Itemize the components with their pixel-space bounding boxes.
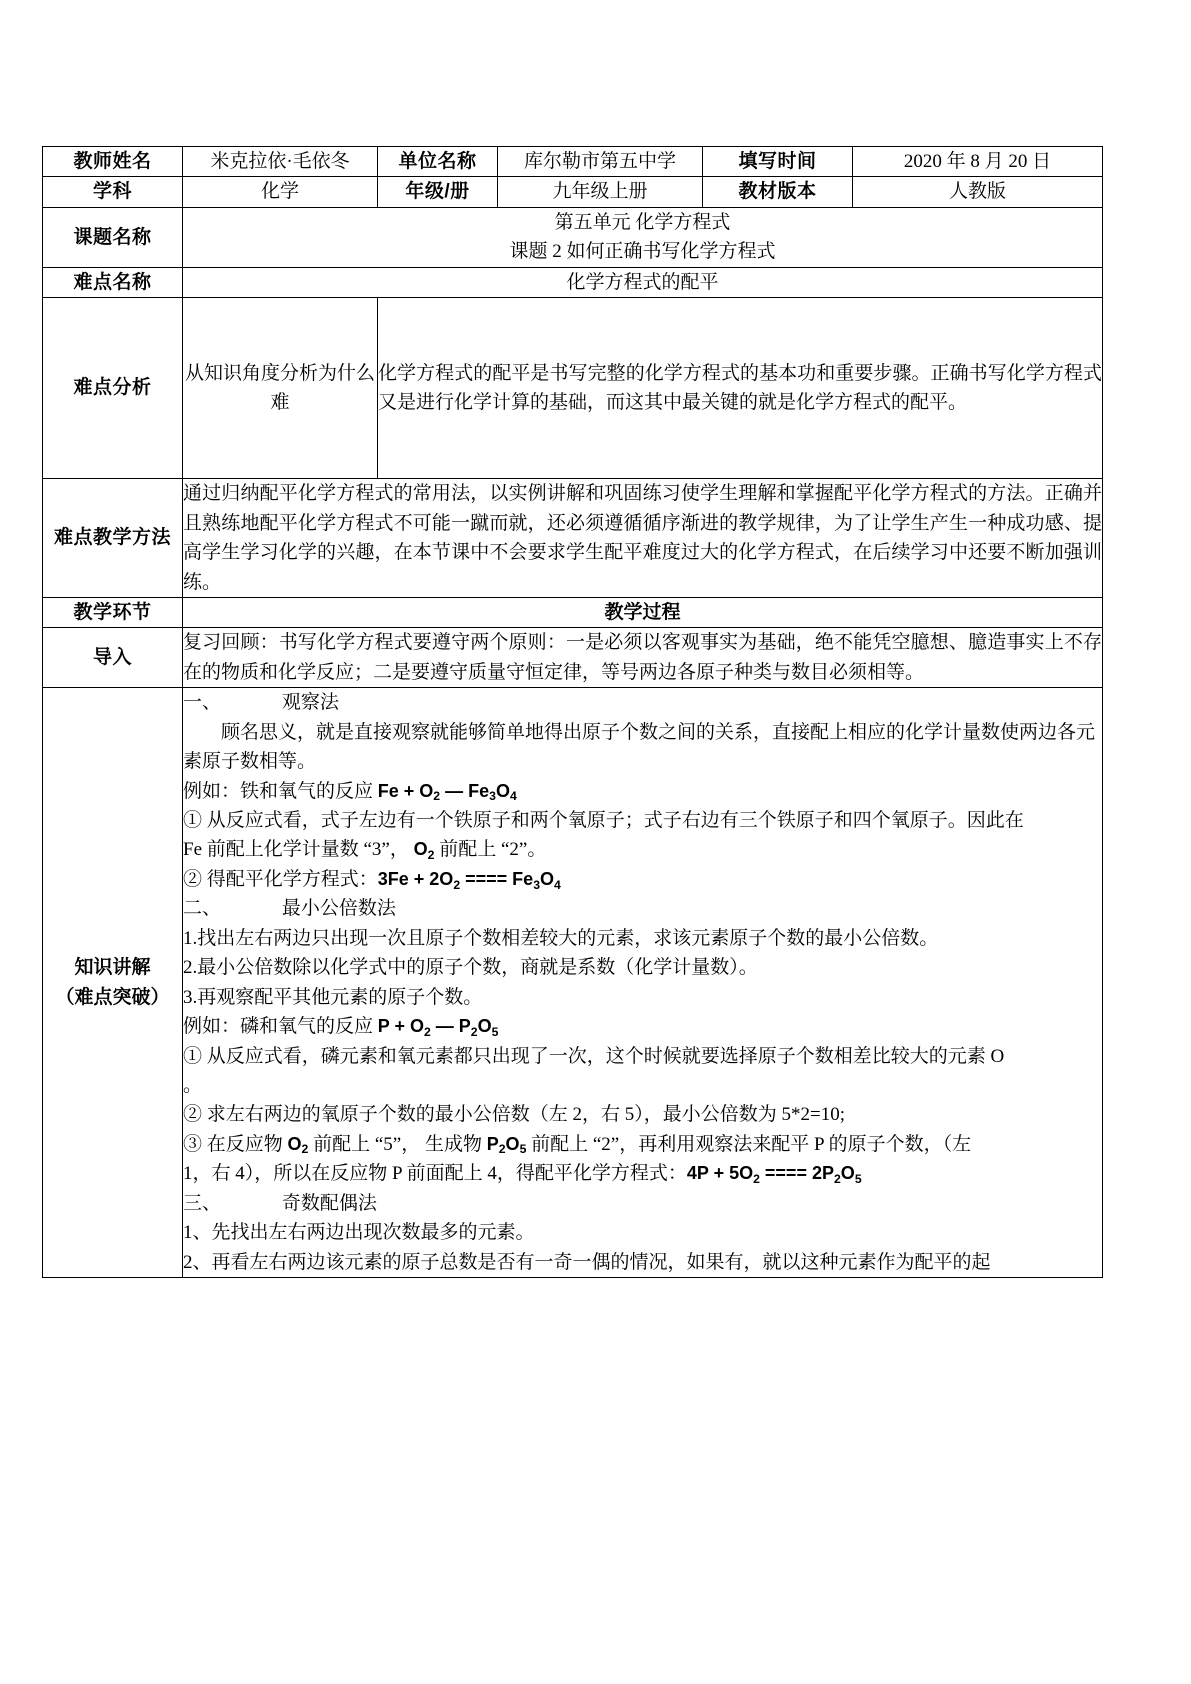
topic-line-2: 课题 2 如何正确书写化学方程式 (509, 241, 776, 263)
knowledge-label-line-2: （难点突破） (55, 986, 170, 1008)
table-row-process-header (43, 597, 1103, 627)
fill-date-value: 2020 年 8 月 20 日 (853, 147, 1103, 177)
section-1-example (183, 777, 1102, 806)
table-row-topic (43, 207, 1103, 267)
knowledge-label-line-1: 知识讲解 (74, 957, 151, 979)
difficulty-name-value: 化学方程式的配平 (183, 267, 1103, 297)
section-2-number: 二、 (183, 898, 222, 920)
item-3-part-b: 前配上 “5”， 生成物 (308, 1133, 487, 1155)
knowledge-content (183, 688, 1103, 1278)
section-2-example (183, 1012, 1102, 1041)
textbook-version-value: 人教版 (853, 177, 1103, 207)
subject-label: 学科 (43, 177, 183, 207)
teaching-stage-label: 教学环节 (43, 597, 183, 627)
table-row-teacher-info (43, 147, 1103, 177)
grade-value: 九年级上册 (498, 177, 703, 207)
section-2-step-3: 3.再观察配平其他元素的原子个数。 (183, 986, 483, 1008)
section-3-step-2: 2、再看左右两边该元素的原子总数是否有一奇一偶的情况，如果有，就以这种元素作为配平的起 (183, 1251, 991, 1273)
textbook-version-label: 教材版本 (703, 177, 853, 207)
section-2-item-3-cont (183, 1159, 1102, 1188)
item-3-part-d: 1，右 4），所以在反应物 P 前面配上 4，得配平化学方程式： (183, 1163, 687, 1185)
section-2-step-1: 1.找出左右两边只出现一次且原子个数相差较大的元素，求该元素原子个数的最小公倍数。 (183, 927, 939, 949)
section-2-heading (183, 894, 1102, 923)
section-3-name: 奇数配偶法 (281, 1192, 377, 1214)
teaching-method-text: 通过归纳配平化学方程式的常用法，以实例讲解和巩固练习使学生理解和掌握配平化学方程式的方法。正确并且熟练地配平化学方程式不可能一蹴而就，还必须遵循循序渐进的教学规律，为了让学生产生一种成功感、提高学生学习化学的兴趣，在本节课中不会要求学生配平难度过大的化学方程式，在后续学习中还要不断加强训练。 (183, 479, 1103, 598)
section-3-number: 三、 (183, 1192, 222, 1214)
intro-label: 导入 (43, 628, 183, 688)
section-2-step-2: 2.最小公倍数除以化学式中的原子个数，商就是系数（化学计量数）。 (183, 957, 758, 979)
equation-balanced-p: $4P + 5O_2$ ==== $2P_2O_5$ (686, 1163, 862, 1186)
table-row-difficulty-analysis (43, 298, 1103, 479)
teacher-name-label: 教师姓名 (43, 147, 183, 177)
section-2-item-1: ① 从反应式看，磷元素和氧元素都只出现了一次，这个时候就要选择原子个数相差比较大的元素 O (183, 1045, 1005, 1067)
section-1-step-1: ① 从反应式看，式子左边有一个铁原子和两个氧原子；式子右边有三个铁原子和四个氧原子。因此在 (183, 810, 1024, 831)
section-1-heading (183, 688, 1102, 717)
teaching-process-label: 教学过程 (183, 597, 1103, 627)
item-3-part-a: ③ 在反应物 (183, 1133, 288, 1155)
step-1-suffix: 前配上 “2”。 (434, 839, 547, 861)
difficulty-analysis-label: 难点分析 (43, 298, 183, 479)
section-3-heading (183, 1189, 1102, 1218)
table-row-knowledge (43, 688, 1103, 1278)
analysis-text: 化学方程式的配平是书写完整的化学方程式的基本功和重要步骤。正确书写化学方程式又是进行化学计算的基础，而这其中最关键的就是化学方程式的配平。 (378, 298, 1103, 479)
topic-name-label: 课题名称 (43, 207, 183, 267)
section-3-step-1: 1、先找出左右两边出现次数最多的元素。 (183, 1222, 535, 1244)
unit-name-label: 单位名称 (378, 147, 498, 177)
teacher-name-value: 米克拉依·毛依冬 (183, 147, 378, 177)
unit-name-value: 库尔勒市第五中学 (498, 147, 703, 177)
table-row-intro (43, 628, 1103, 688)
topic-name-value (183, 207, 1103, 267)
equation-balanced-fe: $3Fe + 2O_2$ ==== $Fe_3O_4$ (377, 868, 561, 892)
section-1-step-2 (183, 865, 1102, 894)
subject-value: 化学 (183, 177, 378, 207)
item-3-part-c: 前配上 “2”，再利用观察法来配平 P 的原子个数，（左 (526, 1133, 972, 1155)
table-row-teaching-method (43, 479, 1103, 598)
section-2-example-prefix: 例如：磷和氧气的反应 (183, 1016, 378, 1038)
lesson-plan-sheet (42, 146, 1102, 1278)
section-2-name: 最小公倍数法 (281, 898, 396, 920)
section-1-paragraph: 顾名思义，就是直接观察就能够简单地得出原子个数之间的关系，直接配上相应的化学计量数使两边各元素原子数相等。 (183, 721, 1096, 773)
equation-p-o2: $P + O_2$ — $P_2O_5$ (377, 1016, 499, 1039)
section-1-number: 一、 (183, 692, 222, 714)
grade-label: 年级/册 (378, 177, 498, 207)
table-row-difficulty-name (43, 267, 1103, 297)
knowledge-explain-label (43, 688, 183, 1278)
table-row-subject-info (43, 177, 1103, 207)
topic-line-1: 第五单元 化学方程式 (554, 211, 731, 233)
equation-fe-o2: $Fe + O_2$ — $Fe_3O_4$ (377, 780, 517, 804)
section-1-step-1-cont (183, 835, 1102, 864)
fill-date-label: 填写时间 (703, 147, 853, 177)
section-1-name: 观察法 (281, 692, 339, 714)
lesson-plan-table (42, 146, 1103, 1278)
section-1-example-prefix: 例如：铁和氧气的反应 (183, 780, 378, 802)
step-2-prefix: ② 得配平化学方程式： (183, 868, 378, 890)
difficulty-name-label: 难点名称 (43, 267, 183, 297)
formula-p2o5: $P_2O_5$ (486, 1133, 527, 1157)
formula-o2-b: $O_2$ (287, 1133, 309, 1157)
section-2-item-3 (183, 1130, 1102, 1159)
formula-o2: $O_2$ (413, 839, 435, 863)
section-2-item-1-tail: 。 (183, 1074, 203, 1096)
teaching-method-label: 难点教学方法 (43, 479, 183, 598)
analysis-sub-label: 从知识角度分析为什么难 (183, 298, 378, 479)
intro-text: 复习回顾：书写化学方程式要遵守两个原则：一是必须以客观事实为基础，绝不能凭空臆想、臆造事实上不存在的物质和化学反应；二是要遵守质量守恒定律，等号两边各原子种类与数目必须相等。 (183, 628, 1103, 688)
section-2-item-2: ② 求左右两边的氧原子个数的最小公倍数（左 2，右 5），最小公倍数为 5*2=10; (183, 1104, 845, 1126)
step-1-prefix: Fe 前配上化学计量数 “3”， (183, 839, 414, 861)
